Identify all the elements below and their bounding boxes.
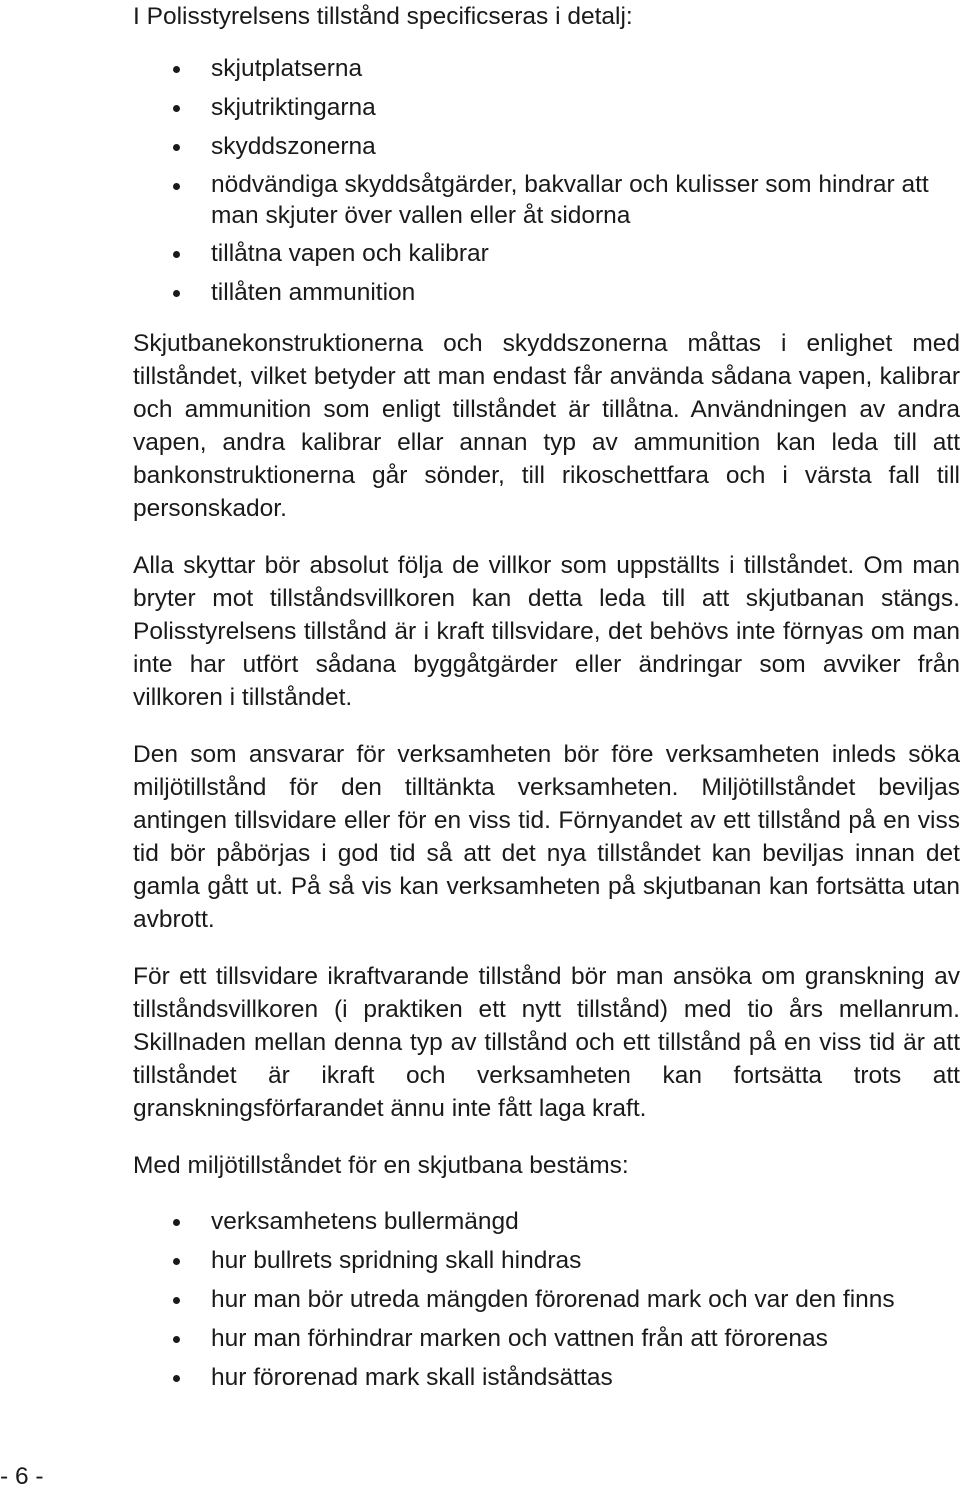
bullet-icon	[173, 144, 180, 151]
list-item: verksamhetens bullermängd	[133, 1205, 960, 1238]
bullet-icon	[173, 1297, 180, 1304]
page-number: - 6 -	[0, 1463, 44, 1490]
bullet-icon	[173, 1258, 180, 1265]
list-item: skjutplatserna	[133, 52, 960, 85]
list-item: skyddszonerna	[133, 130, 960, 163]
bullet-icon	[173, 105, 180, 112]
paragraph: Den som ansvarar för verksamheten bör före verksamheten inleds söka miljötillstånd för den tilltänkta verksamheten. Miljötillståndet beviljas antingen tillsvidare eller för en viss tid. Förnyandet av ett tillstånd på en viss tid bör påbörjas i god tid så att det nya tillståndet kan beviljas innan det gamla gått ut. På så vis kan verksamheten på skjutbanan kan fortsätta utan avbrott.	[133, 741, 960, 933]
bullet-icon	[173, 290, 180, 297]
document-body	[133, 0, 960, 1400]
permit-details-list	[133, 52, 960, 309]
list-item: hur man förhindrar marken och vattnen från att förorenas	[133, 1322, 960, 1355]
bullet-icon	[173, 183, 180, 190]
bullet-icon	[173, 1219, 180, 1226]
bullet-icon	[173, 251, 180, 258]
paragraph: Alla skyttar bör absolut följa de villkor som uppställts i tillståndet. Om man bryter mot tillståndsvillkoren kan detta leda till att skjutbanan stängs. Polisstyrelsens tillstånd är i kraft tillsvidare, det behövs inte förnyas om man inte har utfört sådana byggåtgärder eller ändringar som avviker från villkoren i tillståndet.	[133, 552, 960, 711]
list-item: nödvändiga skyddsåtgärder, bakvallar och kulisser som hindrar att man skjuter över vallen eller åt sidorna	[133, 169, 960, 231]
paragraph: För ett tillsvidare ikraftvarande tillstånd bör man ansöka om granskning av tillståndsvillkoren (i praktiken ett nytt tillstånd) med tio års mellanrum. Skillnaden mellan denna typ av tillstånd och ett tillstånd på en viss tid är att tillståndet är ikraft och verksamheten kan fortsätta trots att granskningsförfarandet ännu inte fått laga kraft.	[133, 963, 960, 1122]
list-item: tillåtna vapen och kalibrar	[133, 237, 960, 270]
list-item: hur man bör utreda mängden förorenad mark och var den finns	[133, 1283, 960, 1316]
list-item: hur bullrets spridning skall hindras	[133, 1244, 960, 1277]
bullet-icon	[173, 1375, 180, 1382]
paragraph: Skjutbanekonstruktionerna och skyddszonerna måttas i enlighet med tillståndet, vilket betyder att man endast får använda sådana vapen, kalibrar och ammunition som enligt tillståndet är tillåtna. Användningen av andra vapen, andra kalibrar ellar annan typ av ammunition kan leda till att bankonstruktionerna går sönder, till rikoschettfara och i värsta fall till personskador.	[133, 330, 960, 522]
list-item: skjutriktingarna	[133, 91, 960, 124]
list-item: hur förorenad mark skall iståndsättas	[133, 1361, 960, 1394]
bullet-icon	[173, 66, 180, 73]
environmental-permit-list	[133, 1205, 960, 1394]
intro-heading: I Polisstyrelsens tillstånd specificseras i detalj:	[133, 3, 633, 30]
paragraph: Med miljötillståndet för en skjutbana bestäms:	[133, 1152, 629, 1179]
bullet-icon	[173, 1336, 180, 1343]
list-item: tillåten ammunition	[133, 276, 960, 309]
